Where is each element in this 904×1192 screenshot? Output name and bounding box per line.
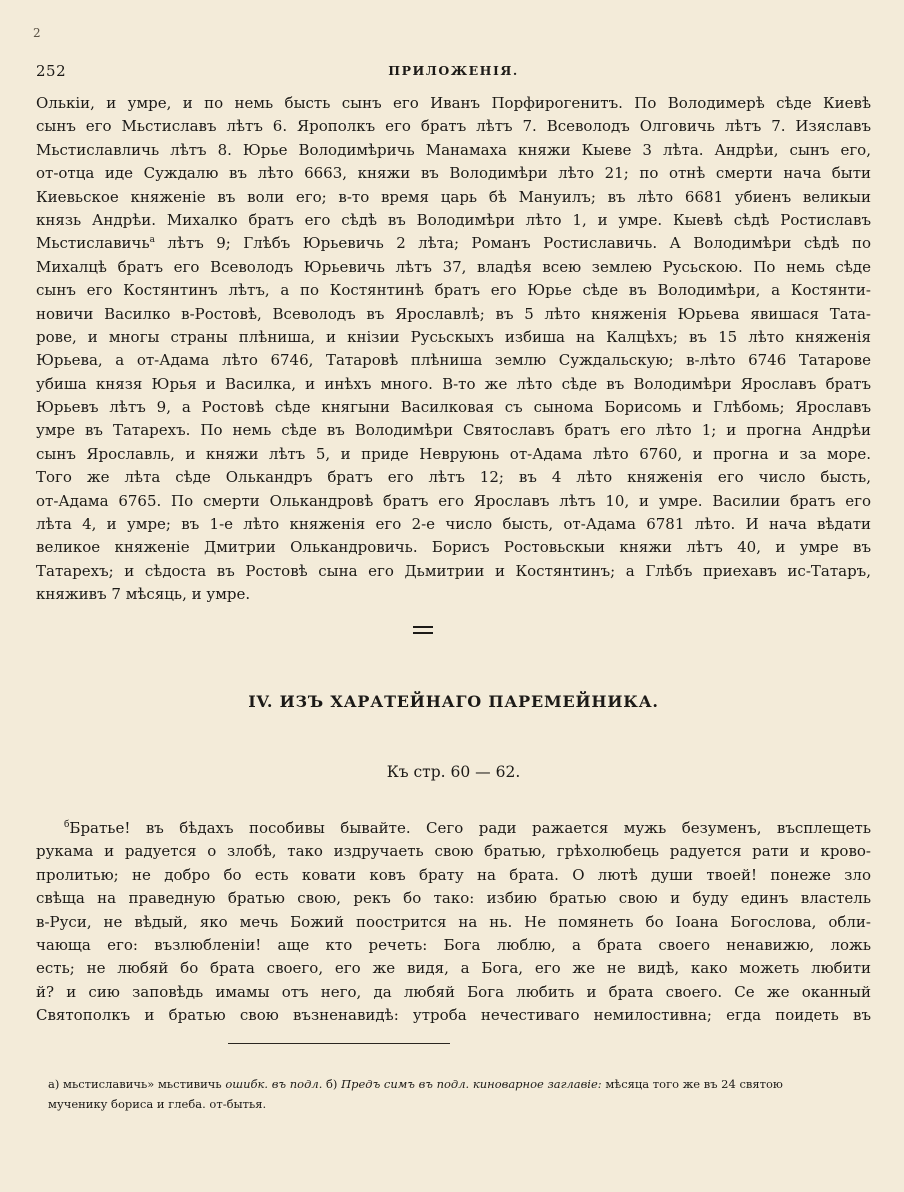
text-line: рукама и радуется о злобѣ, тако издручаеть свою братью, грѣхолюбець радуется рати и крово- xyxy=(36,842,871,861)
text-line: Юрьева, а от-Адама лѣто 6746, Татаровѣ плѣниша землю Суждальскую; в-лѣто 6746 Татарове xyxy=(36,351,871,370)
text-line: убиша князя Юрья и Василка, и инѣхъ много. В-то же лѣто сѣде въ Володимѣри Ярославъ братъ xyxy=(36,374,871,393)
page-header xyxy=(36,58,871,86)
footnote-text: а) мьстиславичь» мьстивичь xyxy=(48,1077,222,1091)
text-line: рове, и многы страны плѣниша, и кнізии Русьскыхъ избиша на Калцѣхъ; въ 15 лѣто княженія xyxy=(36,327,871,346)
top-text-block xyxy=(36,92,871,607)
text-line: Мьстиславличь лѣтъ 8. Юрье Володимѣричь Манамаха княжи Кыеве 3 лѣта. Андрѣи, сынъ его, xyxy=(36,140,871,159)
footnote-mark-b: б xyxy=(64,820,70,830)
text-line: Того же лѣта сѣде Олькандръ братъ его лѣтъ 12; въ 4 лѣто княженія его число бысть, xyxy=(36,468,871,487)
text-line: князь Андрѣи. Михалко братъ его сѣдѣ въ Володимѣри лѣто 1, и умре. Кыевѣ сѣдѣ Ростиславъ xyxy=(36,210,871,229)
footnote-rule xyxy=(228,1043,450,1044)
text-line: лѣта 4, и умре; въ 1-е лѣто княженія его 2-е число бысть, от-Адама 6781 лѣто. И нача вѣдати xyxy=(36,515,871,534)
text-line: от-Адама 6765. По смерти Олькандровѣ братъ его Ярославъ лѣтъ 10, и умре. Василии братъ его xyxy=(36,491,871,510)
footnote-mark-a: а xyxy=(149,235,155,246)
footnote-text: б) xyxy=(322,1077,338,1091)
text-line: сынъ Ярославль, и княжи лѣтъ 5, и приде Невруюнь от-Адама лѣто 6760, и прогна и за море. xyxy=(36,444,871,463)
text-line: княживъ 7 мѣсяць, и умре. xyxy=(36,585,251,604)
text-line: есть; не любяй бо брата своего, его же видя, а Бога, его же не видѣ, како можеть любити xyxy=(36,959,871,978)
text-segment: Братье! въ бѣдахъ пособивы бывайте. Сего ради ражается мужь безуменъ, въсплещеть xyxy=(69,819,871,837)
footnotes xyxy=(48,1074,868,1114)
text-segment: лѣтъ 9; Глѣбъ Юрьевичь 2 лѣта; Романъ Ростиславичь. А Володимѣри сѣдѣ по xyxy=(155,234,871,253)
bottom-text-block xyxy=(36,817,871,1028)
text-line: пролитью; не добро бо есть ковати ковъ брату на брата. О лютѣ души твоей! понеже зло xyxy=(36,865,871,884)
text-line: великое княженіе Дмитрии Олькандровичь. Борисъ Ростовьскыи княжи лѣтъ 40, и умре въ xyxy=(36,538,871,557)
text-line: й? и сию заповѣдь имамы отъ него, да любяй Бога любить и брата своего. Се же оканный xyxy=(36,982,871,1001)
text-line: Юрьевъ лѣтъ 9, а Ростовѣ сѣде княгыни Василковая съ сынома Борисомь и Глѣбомь; Ярославъ xyxy=(36,398,871,417)
divider-bar xyxy=(413,632,433,634)
footnote-italic: ошибк. въ подл. xyxy=(225,1077,323,1091)
text-line: сынъ его Костянтинъ лѣтъ, а по Костянтинѣ братъ его Юрье сѣде въ Володимѣри, а Костянти- xyxy=(36,281,871,300)
text-line: Святополкъ и братью свою възненавидѣ: утроба нечестиваго немилостивна; егда поидеть въ xyxy=(36,1006,871,1025)
text-line: чающа его: възлюбленіи! аще кто речеть: Бога люблю, а брата своего ненавижю, ложь xyxy=(36,935,871,954)
section-title: IV. ИЗЪ ХАРАТЕЙНАГО ПАРЕМЕЙНИКА. xyxy=(248,692,659,711)
page-reference: Къ стр. 60 — 62. xyxy=(386,763,521,781)
text-line: Татарехъ; и сѣдоста въ Ростовѣ сына его Дьмитрии и Костянтинъ; а Глѣбъ приехавъ ис-Татаръ, xyxy=(36,561,871,580)
running-head: ПРИЛОЖЕНІЯ. xyxy=(388,63,519,78)
footnote-line xyxy=(48,1074,868,1094)
text-line: от-отца иде Суждалю въ лѣто 6663, княжи въ Володимѣри лѣто 21; по отнѣ смерти нача быти xyxy=(36,164,871,183)
text-line xyxy=(36,232,871,255)
footnote-line: мученику бориса и глеба. от-бытья. xyxy=(48,1097,267,1111)
section-divider xyxy=(413,626,433,634)
page-number: 252 xyxy=(36,62,67,80)
text-line: новичи Василко в-Ростовѣ, Всеволодъ въ Ярославлѣ; въ 5 лѣто княженія Юрьева явишася Тата- xyxy=(36,304,871,323)
text-line: сынъ его Мьстиславъ лѣтъ 6. Ярополкъ его братъ лѣтъ 7. Всеволодъ Олговичь лѣтъ 7. Изяславъ xyxy=(36,117,871,136)
text-line: умре въ Татарехъ. По немь сѣде въ Володимѣри Святославъ братъ его лѣто 1; и прогна Андрѣи xyxy=(36,421,871,440)
page-mark: 2 xyxy=(33,26,41,40)
divider-bar xyxy=(413,626,433,628)
footnote-italic: Предъ симъ въ подл. киноварное заглавіе: xyxy=(341,1077,602,1091)
text-segment: Мьстиславичь xyxy=(36,234,150,253)
text-line xyxy=(36,817,871,840)
text-line: Олькіи, и умре, и по немь бысть сынъ его Иванъ Порфирогенитъ. По Володимерѣ сѣде Киевѣ xyxy=(36,94,871,112)
text-line: Киевьское княженіе въ воли его; в-то время царь бѣ Мануилъ; въ лѣто 6681 убиенъ великыи xyxy=(36,187,871,206)
text-line: Михалцѣ братъ его Всеволодъ Юрьевичь лѣтъ 37, владѣя всею землею Русьскою. По немь сѣде xyxy=(36,257,871,276)
footnote-text: мѣсяца того же въ 24 святою xyxy=(601,1077,783,1091)
text-line: в-Руси, не вѣдый, яко мечь Божий поострится на нь. Не помянеть бо Іоана Богослова, обли- xyxy=(36,912,871,931)
text-line: свѣща на праведную братью свою, рекъ бо тако: избию братью свою и буду единъ властель xyxy=(36,889,871,908)
